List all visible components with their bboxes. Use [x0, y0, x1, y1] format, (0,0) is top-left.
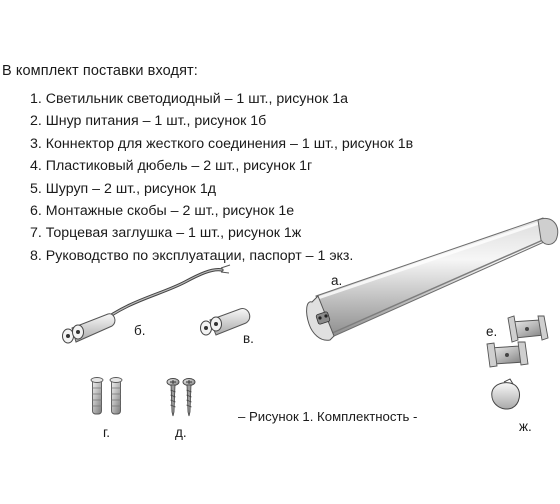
- intro-text: В комплект поставки входят:: [2, 63, 198, 79]
- label-b: б.: [134, 323, 146, 338]
- list-item: 4. Пластиковый дюбель – 2 шт., рисунок 1г: [30, 158, 313, 175]
- list-item: 6. Монтажные скобы – 2 шт., рисунок 1е: [30, 203, 295, 220]
- list-item: 7. Торцевая заглушка – 1 шт., рисунок 1ж: [30, 225, 302, 242]
- screw-icon: [167, 379, 195, 417]
- label-g: г.: [103, 425, 111, 440]
- end-cap-icon: [492, 379, 520, 409]
- list-item: 3. Коннектор для жесткого соединения – 1 шт., рисунок 1в: [30, 135, 414, 152]
- plastic-dowel-icon: [91, 378, 122, 415]
- label-d: д.: [175, 425, 187, 440]
- list-item: 2. Шнур питания – 1 шт., рисунок 1б: [30, 113, 267, 130]
- list-item: 1. Светильник светодиодный – 1 шт., рисунок 1а: [30, 91, 349, 107]
- list-item: 8. Руководство по эксплуатации, паспорт – 1 экз.: [30, 247, 354, 264]
- label-v: в.: [243, 331, 254, 346]
- label-e: е.: [486, 324, 498, 339]
- label-zh: ж.: [519, 419, 532, 434]
- figure-caption: – Рисунок 1. Комплектность -: [238, 409, 418, 424]
- list-item: 5. Шуруп – 2 шт., рисунок 1д: [30, 180, 217, 197]
- label-a: а.: [331, 273, 343, 288]
